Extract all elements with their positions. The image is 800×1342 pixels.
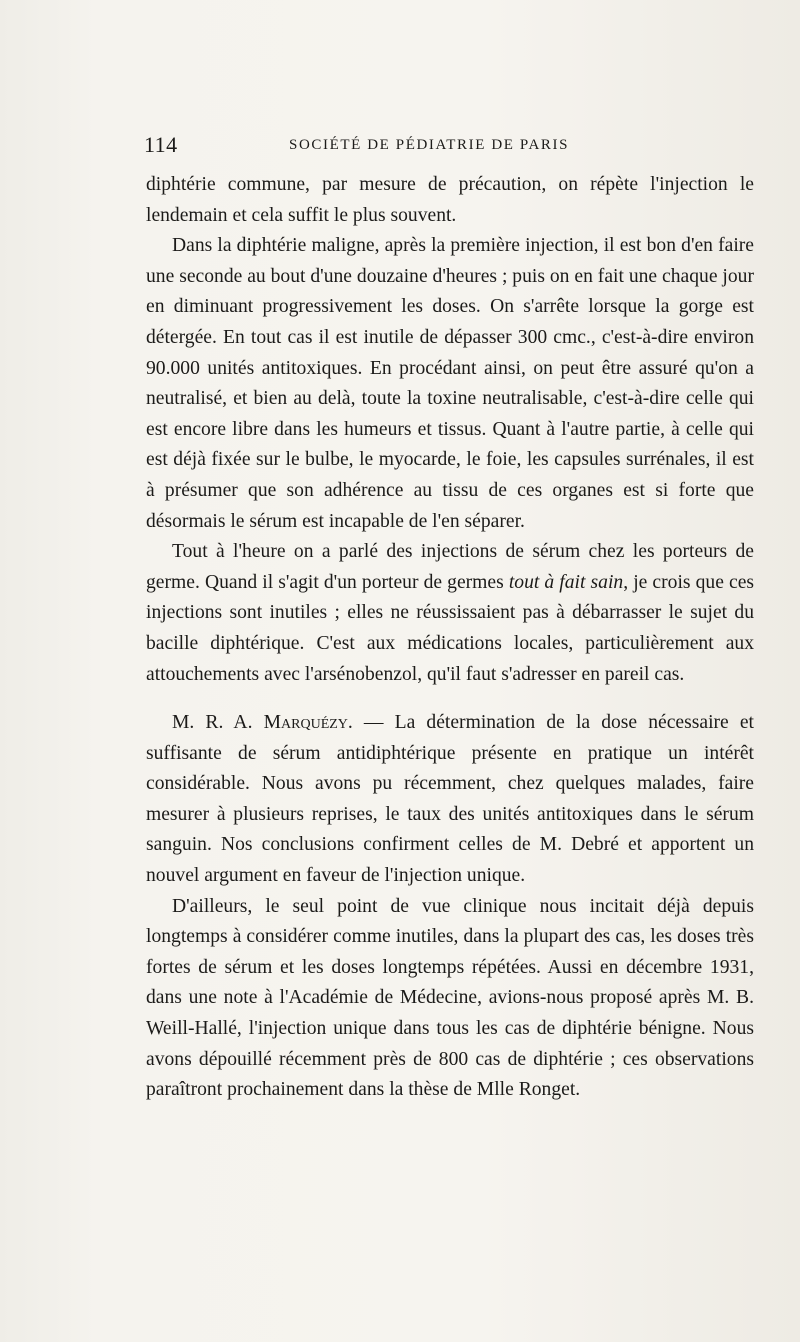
paragraph-3-text-a: Tout à l'heure on a parlé des injections de sérum chez les porteurs de germe. Quand il s'agit d'un porteur de germes xyxy=(146,541,754,593)
speaker-name: M. R. A. Marquézy. xyxy=(172,712,353,734)
paragraph-4-text: — La détermination de la dose nécessaire et suffisante de sérum antidiphtérique présente en pratique un intérêt considérable. Nous avons pu récemment, chez quelques malades, faire mesurer à plusieurs reprises, le taux des unités antitoxiques dans le sérum sanguin. Nos conclusions confirment celles de M. Debré et apportent un nouvel argument en faveur de l'injection unique. xyxy=(146,712,754,887)
paragraph-3-italic: tout à fait sain xyxy=(508,571,624,593)
running-head xyxy=(144,132,756,162)
page-number: 114 xyxy=(144,132,178,157)
paragraph-3-text-b: , je crois que ces injections sont inutiles ; elles ne réussissaient pas à débarrasser le sujet du bacille diphtérique. C'est aux médications locales, particulièrement aux attouchements avec l'arsénobenzol, qu'il faut s'adresser en pareil cas. xyxy=(146,571,755,685)
paragraph-3 xyxy=(146,537,754,690)
running-title: SOCIÉTÉ DE PÉDIATRIE DE PARIS xyxy=(289,137,570,153)
paragraph-2: Dans la diphtérie maligne, après la première injection, il est bon d'en faire une seconde au bout d'une douzaine d'heures ; puis on en fait une chaque jour en diminuant progressivement les doses. On s'arrête lorsque la gorge est détergée. En tout cas il est inutile de dépasser 300 cmc., c'est-à-dire environ 90.000 unités antitoxiques. En procédant ainsi, on peut être assuré qu'on a neutralisé, et bien au delà, toute la toxine neutralisable, c'est-à-dire celle qui est encore libre dans les humeurs et tissus. Quant à l'autre partie, à celle qui est déjà fixée sur le bulbe, le myocarde, le foie, les capsules surrénales, il est à présumer que son adhérence au tissu de ces organes est si forte que désormais le sérum est incapable de l'en séparer. xyxy=(146,235,754,532)
paragraph-5: D'ailleurs, le seul point de vue clinique nous incitait déjà depuis longtemps à considérer comme inutiles, dans la plupart des cas, les doses très fortes de sérum et les doses longtemps répétées. Aussi en décembre 1931, dans une note à l'Académie de Médecine, avions-nous proposé après M. B. Weill-Hallé, l'injection unique dans tous les cas de diphtérie bénigne. Nous avons dépouillé récemment près de 800 cas de diphtérie ; ces observations paraîtront prochainement dans la thèse de Mlle Ronget. xyxy=(146,895,754,1101)
paragraph-1: diphtérie commune, par mesure de précaution, on répète l'injection le lendemain et cela suffit le plus souvent. xyxy=(146,174,754,226)
body-text xyxy=(146,170,754,1106)
paragraph-4 xyxy=(146,708,754,892)
